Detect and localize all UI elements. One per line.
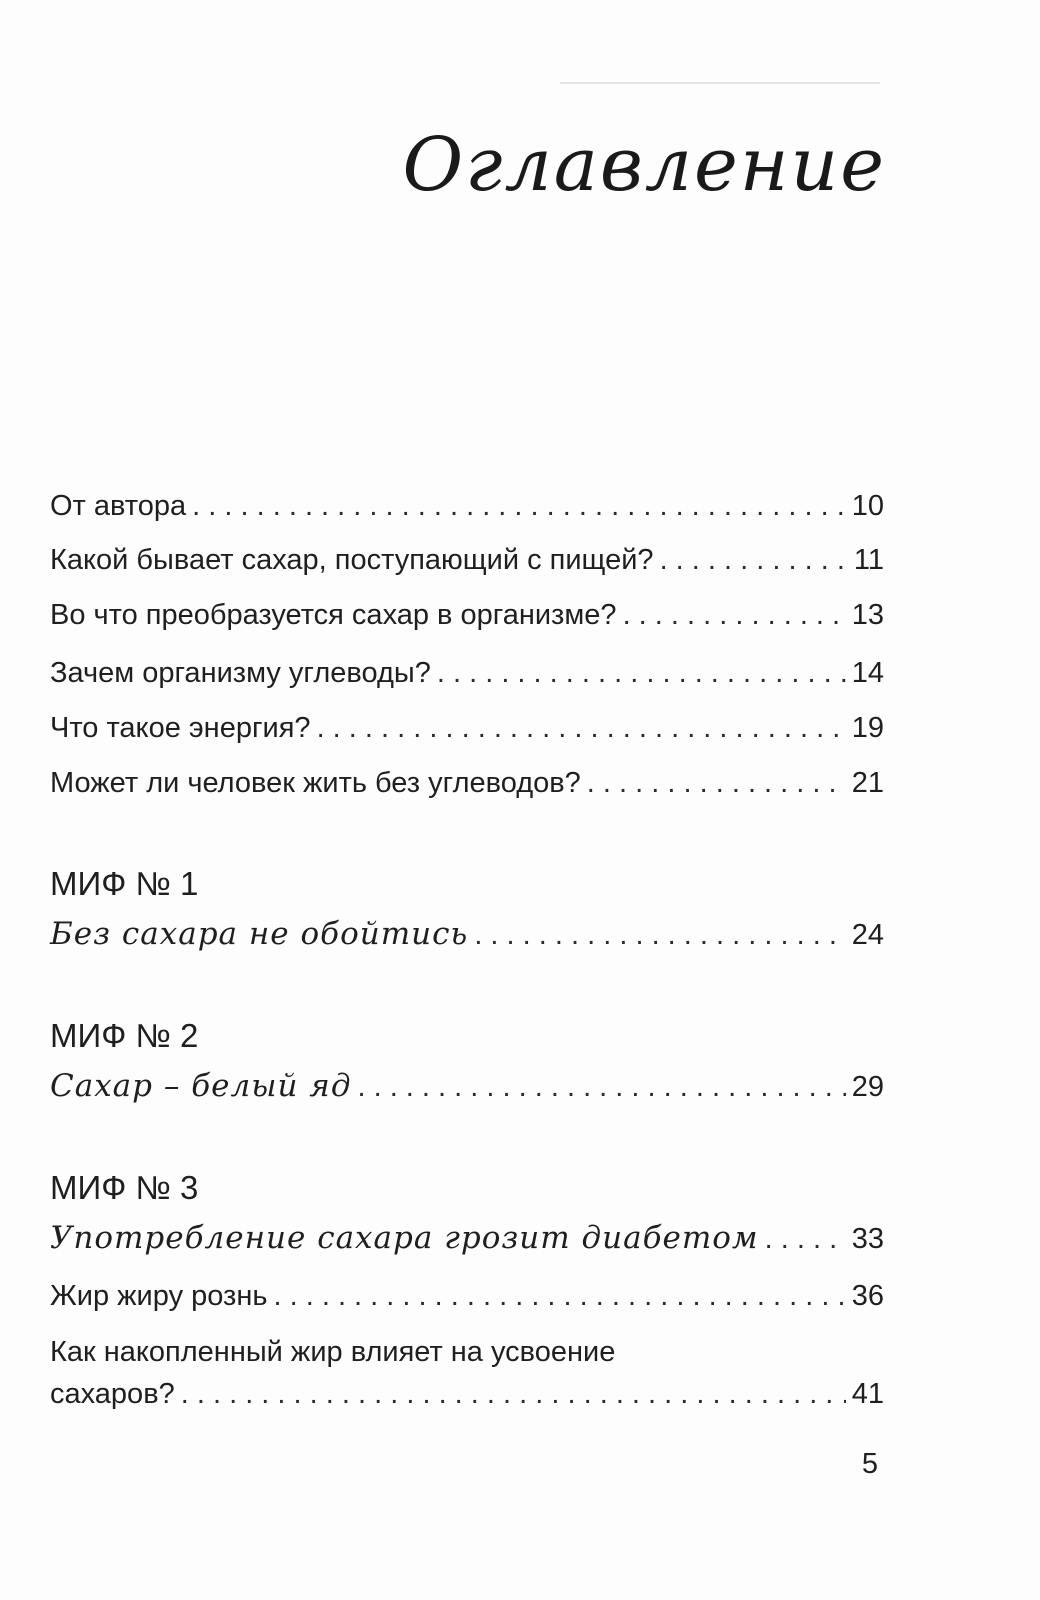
toc-entry-page: 13 bbox=[851, 599, 884, 631]
toc-entry-page: 36 bbox=[851, 1280, 884, 1312]
myth-title: Без сахара не обойтись bbox=[50, 916, 469, 952]
dot-leader bbox=[623, 597, 846, 633]
toc-entry-title: Жир жиру рознь bbox=[50, 1280, 268, 1312]
toc-entry-title: Может ли человек жить без углеводов? bbox=[50, 767, 581, 799]
toc-entry[interactable] bbox=[50, 542, 884, 578]
myth-entry[interactable] bbox=[50, 916, 884, 953]
toc-entry-title: Во что преобразуется сахар в организме? bbox=[50, 599, 617, 631]
dot-leader bbox=[181, 1376, 846, 1412]
page-number: 5 bbox=[861, 1448, 878, 1480]
toc-entry-page: 10 bbox=[851, 490, 884, 522]
page-title: Оглавление bbox=[402, 122, 886, 208]
dot-leader bbox=[317, 710, 846, 746]
myth-label: МИФ № 3 bbox=[50, 1169, 199, 1206]
dot-leader bbox=[587, 765, 846, 801]
dot-leader bbox=[437, 655, 846, 691]
toc-entry-title: Что такое энергия? bbox=[50, 712, 311, 744]
dot-leader bbox=[192, 488, 846, 524]
myth-label: МИФ № 1 bbox=[50, 865, 199, 902]
dot-leader bbox=[474, 917, 845, 953]
myth-entry[interactable] bbox=[50, 1068, 884, 1105]
myth-page: 33 bbox=[851, 1223, 884, 1255]
myth-page: 29 bbox=[851, 1071, 884, 1103]
toc-entry-page: 41 bbox=[851, 1378, 884, 1410]
dot-leader bbox=[273, 1278, 845, 1314]
dot-leader bbox=[660, 542, 848, 578]
myth-entry[interactable] bbox=[50, 1220, 884, 1257]
myth-title: Сахар – белый яд bbox=[50, 1068, 352, 1104]
dot-leader bbox=[765, 1221, 846, 1257]
toc-entry[interactable] bbox=[50, 1376, 884, 1412]
toc-entry-title: Зачем организму углеводы? bbox=[50, 657, 431, 689]
myth-page: 24 bbox=[851, 919, 884, 951]
toc-entry[interactable] bbox=[50, 488, 884, 524]
myth-label: МИФ № 2 bbox=[50, 1017, 199, 1054]
toc-entry[interactable] bbox=[50, 655, 884, 691]
table-of-contents bbox=[50, 0, 884, 1600]
toc-entry-title-line2: сахаров? bbox=[50, 1378, 175, 1410]
toc-entry-page: 21 bbox=[851, 767, 884, 799]
toc-entry[interactable] bbox=[50, 710, 884, 746]
toc-entry-page: 11 bbox=[853, 544, 884, 576]
toc-entry-title: Какой бывает сахар, поступающий с пищей? bbox=[50, 544, 654, 576]
dot-leader bbox=[357, 1069, 845, 1105]
toc-entry-page: 14 bbox=[851, 657, 884, 689]
toc-entry[interactable] bbox=[50, 597, 884, 633]
toc-entry[interactable] bbox=[50, 1278, 884, 1314]
toc-entry-title: От автора bbox=[50, 490, 187, 522]
myth-title: Употребление сахара грозит диабетом bbox=[50, 1220, 759, 1256]
toc-entry-title-line1[interactable]: Как накопленный жир влияет на усвоение bbox=[50, 1336, 616, 1368]
toc-entry[interactable] bbox=[50, 765, 884, 801]
toc-entry-page: 19 bbox=[851, 712, 884, 744]
